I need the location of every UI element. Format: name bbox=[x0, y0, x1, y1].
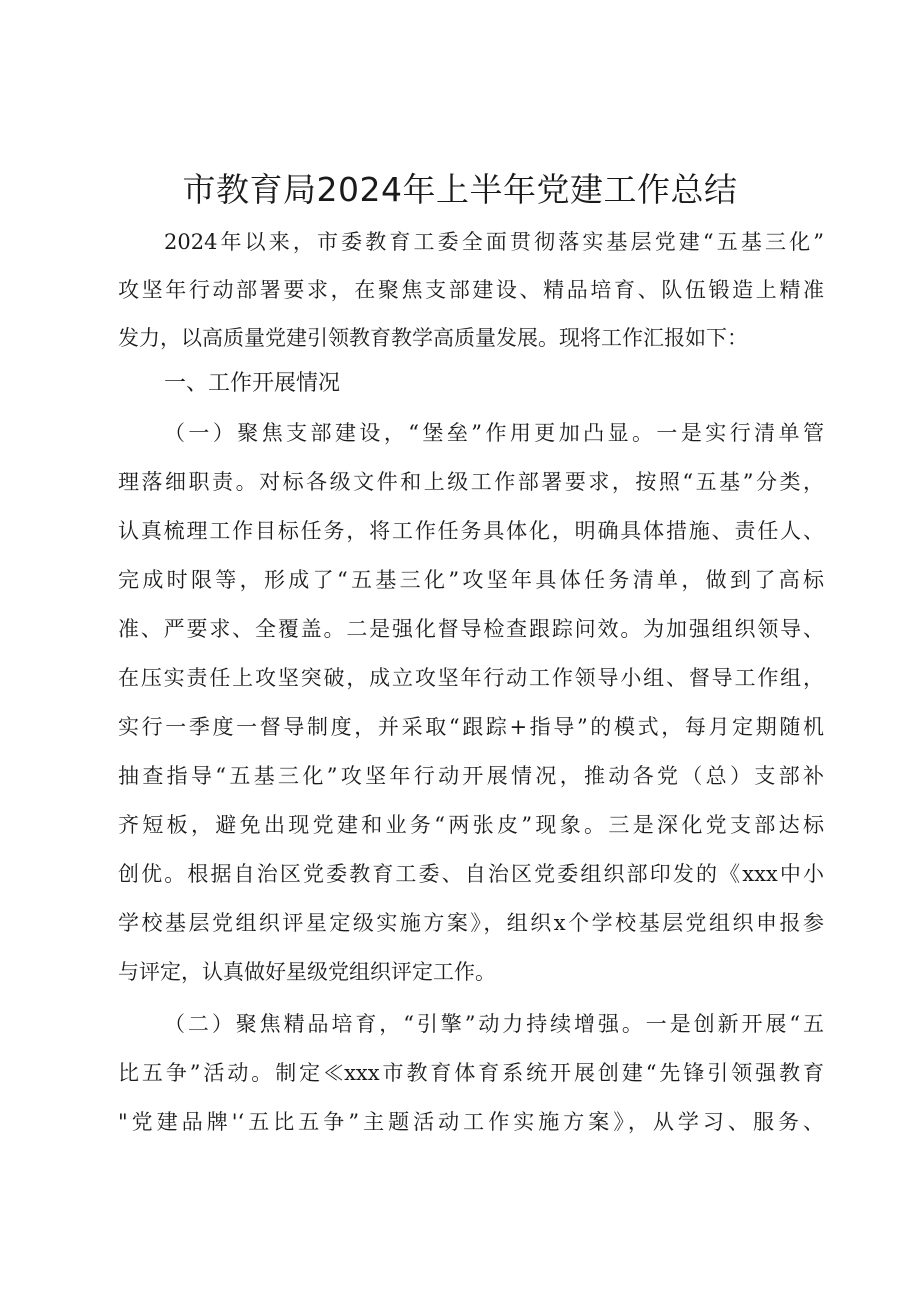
body-line: （一）聚焦支部建设，“堡垒”作用更加凸显。一是实行清单管 bbox=[164, 421, 824, 445]
body-line: 认真梳理工作目标任务，将工作任务具体化，明确具体措施、责任人、 bbox=[118, 519, 824, 543]
body-line: 齐短板，避免出现党建和业务“两张皮”现象。三是深化党支部达标 bbox=[118, 813, 824, 837]
section-heading: 一、工作开展情况 bbox=[164, 371, 341, 396]
body-line: 理落细职责。对标各级文件和上级工作部署要求，按照“五基”分类， bbox=[118, 470, 824, 494]
body-line: 在压实责任上攻坚突破，成立攻坚年行动工作领导小组、督导工作组， bbox=[118, 666, 824, 690]
body-line: 完成时限等，形成了“五基三化”攻坚年具体任务清单，做到了高标 bbox=[118, 568, 824, 592]
body-line: 创优。根据自治区党委教育工委、自治区党委组织部印发的《xxx中小 bbox=[118, 862, 824, 886]
body-line: 准、严要求、全覆盖。二是强化督导检查跟踪问效。为加强组织领导、 bbox=[118, 617, 824, 641]
body-line: 抽查指导“五基三化”攻坚年行动开展情况，推动各党（总）支部补 bbox=[118, 764, 824, 788]
intro-line: 攻坚年行动部署要求，在聚焦支部建设、精品培育、队伍锻造上精准 bbox=[118, 278, 824, 302]
body-line: 实行一季度一督导制度，并采取“跟踪+指导”的模式，每月定期随机 bbox=[118, 715, 824, 739]
intro-line: 2024年以来，市委教育工委全面贯彻落实基层党建“五基三化” bbox=[164, 230, 824, 254]
body-line: 比五争”活动。制定≪xxx市教育体育系统开展创建“先锋引领强教育 bbox=[118, 1061, 824, 1085]
body-line: （二）聚焦精品培育，“引擎”动力持续增强。一是创新开展“五 bbox=[164, 1012, 824, 1036]
body-line: "党建品牌'‘五比五争”主题活动工作实施方案》，从学习、服务、 bbox=[118, 1110, 824, 1134]
intro-line: 发力，以高质量党建引领教育教学高质量发展。现将工作汇报如下： bbox=[118, 326, 748, 350]
document-title: 市教育局2024年上半年党建工作总结 bbox=[182, 170, 738, 209]
body-line: 与评定，认真做好星级党组织评定工作。 bbox=[118, 960, 496, 984]
body-line: 学校基层党组织评星定级实施方案》，组织x个学校基层党组织申报参 bbox=[118, 911, 824, 935]
